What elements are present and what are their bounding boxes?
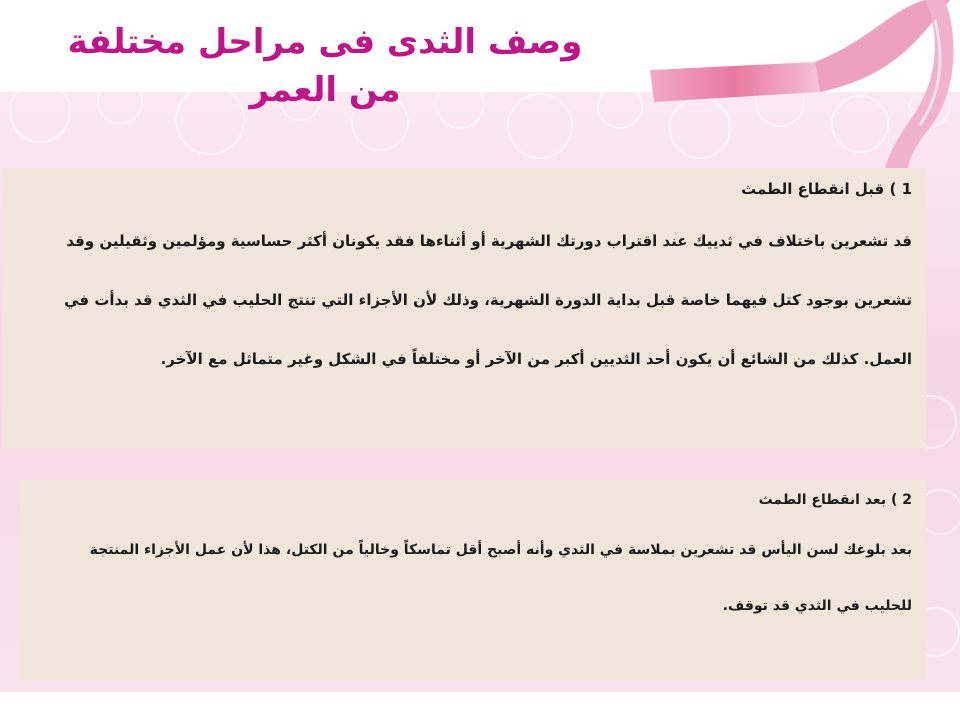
title-line-1: وصف الثدى فى مراحل مختلفة xyxy=(67,22,583,62)
section-text: بعد بلوغك لسن اليأس قد تشعرين بملاسة في الثدي وأنه أصبح أقل تماسكاً وخالياً من الكتل، هذا لأن عمل الأجزاء المنتجة للحليب في الثدي قد توقف. xyxy=(89,542,912,614)
section-heading: 2 ) بعد انقطاع الطمث xyxy=(758,492,912,508)
title-line-2: من العمر xyxy=(249,70,401,110)
premenopause-section xyxy=(2,168,926,448)
section-text: قد تشعرين باختلاف في ثدييك عند اقتراب دورتك الشهرية أو أثناءها فقد يكونان أكثر حساسية ومؤلمين وثقيلين وقد تشعرين بوجود كتل فيهما خاصة قبل بداية الدورة الشهرية، وذلك لأن الأجزاء التي تنتج الحليب في الثدي قد بدأت في العمل. كذلك من الشائع أن يكون أحد الثديين أكبر من الآخر أو مختلفاً في الشكل وغير متماثل مع الآخر. xyxy=(64,232,912,368)
slide-title xyxy=(20,18,630,114)
pink-ribbon-icon xyxy=(640,0,960,190)
postmenopause-section xyxy=(20,480,926,680)
section-heading: 1 ) قبل انقطاع الطمث xyxy=(741,180,912,198)
